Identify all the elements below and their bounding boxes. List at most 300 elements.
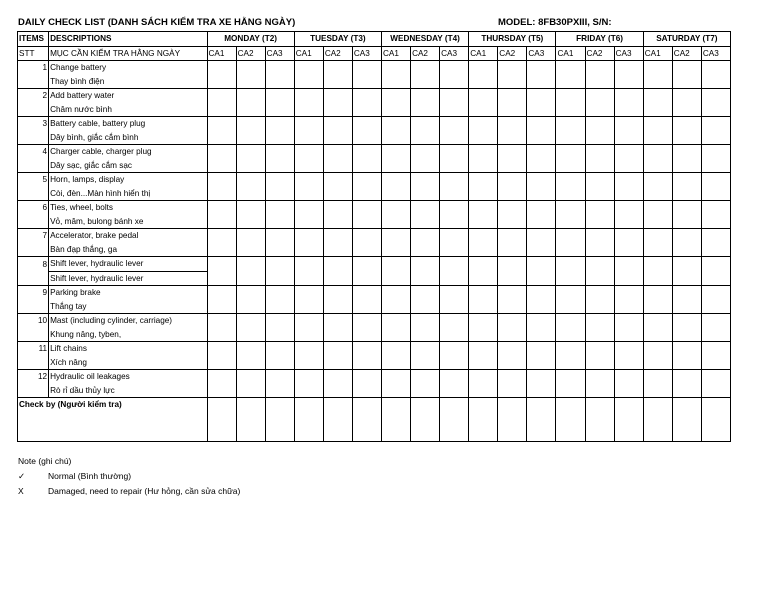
check-cell[interactable] xyxy=(323,89,352,117)
check-cell[interactable] xyxy=(352,173,381,201)
check-cell[interactable] xyxy=(469,370,498,398)
check-cell[interactable] xyxy=(701,229,730,257)
check-cell[interactable] xyxy=(411,201,440,229)
check-cell[interactable] xyxy=(323,370,352,398)
check-cell[interactable] xyxy=(381,314,410,342)
check-cell[interactable] xyxy=(352,145,381,173)
check-cell[interactable] xyxy=(498,314,527,342)
check-cell[interactable] xyxy=(643,257,672,286)
item-desc-en: Ties, wheel, bolts xyxy=(49,201,207,215)
check-cell[interactable] xyxy=(498,370,527,398)
shift-header: CA2 xyxy=(498,46,527,61)
check-cell[interactable] xyxy=(440,286,469,314)
check-cell[interactable] xyxy=(207,286,236,314)
check-cell[interactable] xyxy=(265,314,294,342)
check-cell[interactable] xyxy=(352,286,381,314)
item-number: 8 xyxy=(18,257,49,272)
check-cell[interactable] xyxy=(236,286,265,314)
signature-cell[interactable] xyxy=(294,398,323,442)
check-cell[interactable] xyxy=(440,61,469,89)
model-label: MODEL: 8FB30PXIII, S/N: xyxy=(498,17,612,28)
check-by-label: Check by (Người kiểm tra) xyxy=(18,398,208,442)
item-number-blank xyxy=(18,356,49,370)
check-cell[interactable] xyxy=(381,61,410,89)
check-cell[interactable] xyxy=(265,370,294,398)
check-cell[interactable] xyxy=(411,117,440,145)
check-cell[interactable] xyxy=(236,370,265,398)
check-cell[interactable] xyxy=(701,286,730,314)
check-cell[interactable] xyxy=(207,370,236,398)
check-cell[interactable] xyxy=(701,173,730,201)
check-cell[interactable] xyxy=(672,61,701,89)
check-cell[interactable] xyxy=(672,201,701,229)
check-cell[interactable] xyxy=(701,370,730,398)
check-cell[interactable] xyxy=(527,257,556,286)
signature-cell[interactable] xyxy=(527,398,556,442)
check-cell[interactable] xyxy=(207,229,236,257)
check-cell[interactable] xyxy=(411,173,440,201)
check-cell[interactable] xyxy=(556,117,585,145)
check-cell[interactable] xyxy=(498,342,527,370)
check-cell[interactable] xyxy=(352,257,381,286)
check-cell[interactable] xyxy=(411,257,440,286)
check-cell[interactable] xyxy=(352,61,381,89)
check-cell[interactable] xyxy=(294,286,323,314)
check-cell[interactable] xyxy=(614,314,643,342)
check-cell[interactable] xyxy=(265,286,294,314)
shift-header: CA3 xyxy=(352,46,381,61)
shift-header: CA2 xyxy=(672,46,701,61)
check-cell[interactable] xyxy=(411,61,440,89)
check-cell[interactable] xyxy=(323,117,352,145)
check-cell[interactable] xyxy=(440,89,469,117)
check-cell[interactable] xyxy=(701,342,730,370)
check-cell[interactable] xyxy=(498,117,527,145)
item-desc-en: Mast (including cylinder, carriage) xyxy=(49,314,207,328)
check-cell[interactable] xyxy=(265,145,294,173)
signature-cell[interactable] xyxy=(440,398,469,442)
check-cell[interactable] xyxy=(498,89,527,117)
check-cell[interactable] xyxy=(236,173,265,201)
check-cell[interactable] xyxy=(672,257,701,286)
check-cell[interactable] xyxy=(411,314,440,342)
check-cell[interactable] xyxy=(585,257,614,286)
check-cell[interactable] xyxy=(643,117,672,145)
item-row xyxy=(18,314,731,328)
check-cell[interactable] xyxy=(411,229,440,257)
check-cell[interactable] xyxy=(469,89,498,117)
check-cell[interactable] xyxy=(527,286,556,314)
check-cell[interactable] xyxy=(236,201,265,229)
check-cell[interactable] xyxy=(323,229,352,257)
check-cell[interactable] xyxy=(294,89,323,117)
check-cell[interactable] xyxy=(236,314,265,342)
check-cell[interactable] xyxy=(585,342,614,370)
item-number-blank xyxy=(18,384,49,398)
item-number: 9 xyxy=(18,286,49,300)
check-cell[interactable] xyxy=(527,89,556,117)
check-cell[interactable] xyxy=(498,201,527,229)
item-number: 7 xyxy=(18,229,49,243)
check-cell[interactable] xyxy=(701,61,730,89)
check-cell[interactable] xyxy=(556,286,585,314)
item-number: 4 xyxy=(18,145,49,159)
check-cell[interactable] xyxy=(381,201,410,229)
shift-header: CA2 xyxy=(323,46,352,61)
check-cell[interactable] xyxy=(352,201,381,229)
check-cell[interactable] xyxy=(527,201,556,229)
check-cell[interactable] xyxy=(701,89,730,117)
check-cell[interactable] xyxy=(323,342,352,370)
check-cell[interactable] xyxy=(527,117,556,145)
check-cell[interactable] xyxy=(643,201,672,229)
check-cell[interactable] xyxy=(527,342,556,370)
item-number: 6 xyxy=(18,201,49,215)
item-row xyxy=(18,117,731,131)
item-desc-vn: Khung nâng, tyben, xyxy=(49,328,207,342)
check-cell[interactable] xyxy=(469,201,498,229)
check-cell[interactable] xyxy=(498,61,527,89)
check-cell[interactable] xyxy=(643,229,672,257)
check-cell[interactable] xyxy=(265,201,294,229)
item-desc-en: Horn, lamps, display xyxy=(49,173,207,187)
signature-cell[interactable] xyxy=(381,398,410,442)
check-cell[interactable] xyxy=(614,173,643,201)
check-cell[interactable] xyxy=(236,61,265,89)
check-cell[interactable] xyxy=(352,314,381,342)
check-cell[interactable] xyxy=(265,89,294,117)
check-cell[interactable] xyxy=(585,229,614,257)
check-cell[interactable] xyxy=(556,145,585,173)
check-cell[interactable] xyxy=(294,201,323,229)
check-cell[interactable] xyxy=(207,89,236,117)
check-cell[interactable] xyxy=(556,89,585,117)
check-cell[interactable] xyxy=(323,286,352,314)
check-cell[interactable] xyxy=(265,117,294,145)
item-desc-vn: Vỏ, mâm, bulong bánh xe xyxy=(49,215,207,229)
check-cell[interactable] xyxy=(294,173,323,201)
items-header: ITEMS xyxy=(18,32,49,47)
check-cell[interactable] xyxy=(440,257,469,286)
item-desc-en: Change battery xyxy=(49,61,207,75)
item-row xyxy=(18,145,731,159)
check-cell[interactable] xyxy=(469,257,498,286)
check-cell[interactable] xyxy=(294,342,323,370)
check-cell[interactable] xyxy=(440,314,469,342)
check-cell[interactable] xyxy=(643,145,672,173)
shift-header: CA1 xyxy=(643,46,672,61)
check-cell[interactable] xyxy=(265,173,294,201)
check-cell[interactable] xyxy=(614,370,643,398)
check-cell[interactable] xyxy=(527,61,556,89)
check-cell[interactable] xyxy=(381,173,410,201)
check-cell[interactable] xyxy=(585,173,614,201)
check-cell[interactable] xyxy=(294,229,323,257)
item-desc-vn: Shift lever, hydraulic lever xyxy=(49,271,207,286)
check-cell[interactable] xyxy=(643,286,672,314)
check-cell[interactable] xyxy=(352,117,381,145)
check-cell[interactable] xyxy=(440,370,469,398)
check-cell[interactable] xyxy=(701,314,730,342)
item-number-blank xyxy=(18,271,49,286)
item-number-blank xyxy=(18,328,49,342)
check-cell[interactable] xyxy=(701,257,730,286)
item-desc-vn: Xích nâng xyxy=(49,356,207,370)
check-cell[interactable] xyxy=(585,117,614,145)
check-cell[interactable] xyxy=(585,201,614,229)
check-cell[interactable] xyxy=(411,370,440,398)
day-header: MONDAY (T2) xyxy=(207,32,294,47)
signature-cell[interactable] xyxy=(672,398,701,442)
check-cell[interactable] xyxy=(672,145,701,173)
shift-header: CA1 xyxy=(381,46,410,61)
check-cell[interactable] xyxy=(614,229,643,257)
check-cell[interactable] xyxy=(498,145,527,173)
check-cell[interactable] xyxy=(498,229,527,257)
header-row-shifts xyxy=(18,46,731,61)
signature-cell[interactable] xyxy=(643,398,672,442)
shift-header: CA1 xyxy=(469,46,498,61)
check-cell[interactable] xyxy=(265,229,294,257)
check-cell[interactable] xyxy=(323,61,352,89)
check-cell[interactable] xyxy=(469,314,498,342)
item-number-blank xyxy=(18,187,49,201)
check-cell[interactable] xyxy=(643,173,672,201)
item-number-blank xyxy=(18,159,49,173)
check-cell[interactable] xyxy=(643,61,672,89)
check-cell[interactable] xyxy=(469,61,498,89)
check-cell[interactable] xyxy=(614,89,643,117)
check-cell[interactable] xyxy=(556,370,585,398)
item-desc-en: Accelerator, brake pedal xyxy=(49,229,207,243)
check-cell[interactable] xyxy=(614,342,643,370)
check-cell[interactable] xyxy=(265,342,294,370)
signature-cell[interactable] xyxy=(585,398,614,442)
check-cell[interactable] xyxy=(381,117,410,145)
signature-cell[interactable] xyxy=(265,398,294,442)
shift-header: CA1 xyxy=(207,46,236,61)
check-cell[interactable] xyxy=(381,342,410,370)
check-cell[interactable] xyxy=(381,257,410,286)
check-cell[interactable] xyxy=(469,286,498,314)
signature-cell[interactable] xyxy=(614,398,643,442)
check-cell[interactable] xyxy=(614,286,643,314)
check-cell[interactable] xyxy=(323,201,352,229)
check-cell[interactable] xyxy=(323,145,352,173)
day-header: WEDNESDAY (T4) xyxy=(381,32,468,47)
check-cell[interactable] xyxy=(614,117,643,145)
check-cell[interactable] xyxy=(469,229,498,257)
check-cell[interactable] xyxy=(527,370,556,398)
notes-section xyxy=(18,454,240,499)
check-cell[interactable] xyxy=(672,173,701,201)
signature-cell[interactable] xyxy=(236,398,265,442)
check-cell[interactable] xyxy=(672,370,701,398)
check-cell[interactable] xyxy=(236,229,265,257)
item-row xyxy=(18,173,731,187)
item-row xyxy=(18,201,731,215)
check-cell[interactable] xyxy=(236,89,265,117)
check-cell[interactable] xyxy=(440,342,469,370)
check-cell[interactable] xyxy=(207,61,236,89)
check-cell[interactable] xyxy=(294,257,323,286)
check-cell[interactable] xyxy=(440,201,469,229)
check-cell[interactable] xyxy=(614,257,643,286)
check-cell[interactable] xyxy=(207,257,236,286)
item-desc-vn: Thắng tay xyxy=(49,300,207,314)
note-normal-text: Normal (Bình thường) xyxy=(48,471,132,481)
notes-title: Note (ghi chú) xyxy=(18,456,72,466)
check-cell[interactable] xyxy=(643,89,672,117)
check-cell[interactable] xyxy=(411,145,440,173)
check-cell[interactable] xyxy=(701,117,730,145)
item-desc-en: Parking brake xyxy=(49,286,207,300)
check-cell[interactable] xyxy=(323,173,352,201)
signature-cell[interactable] xyxy=(701,398,730,442)
item-desc-en: Shift lever, hydraulic lever xyxy=(49,257,207,272)
check-cell[interactable] xyxy=(556,342,585,370)
check-cell[interactable] xyxy=(614,145,643,173)
check-cell[interactable] xyxy=(207,173,236,201)
check-cell[interactable] xyxy=(440,173,469,201)
check-cell[interactable] xyxy=(556,257,585,286)
check-cell[interactable] xyxy=(207,117,236,145)
check-cell[interactable] xyxy=(585,89,614,117)
check-cell[interactable] xyxy=(585,286,614,314)
item-desc-vn: Còi, đèn...Màn hình hiển thị xyxy=(49,187,207,201)
item-number: 11 xyxy=(18,342,49,356)
check-cell[interactable] xyxy=(294,117,323,145)
check-cell[interactable] xyxy=(469,173,498,201)
check-cell[interactable] xyxy=(498,173,527,201)
check-cell[interactable] xyxy=(556,173,585,201)
check-cell[interactable] xyxy=(411,342,440,370)
signature-cell[interactable] xyxy=(556,398,585,442)
check-cell[interactable] xyxy=(236,117,265,145)
signature-cell[interactable] xyxy=(323,398,352,442)
check-cell[interactable] xyxy=(527,173,556,201)
check-cell[interactable] xyxy=(672,314,701,342)
check-cell[interactable] xyxy=(614,201,643,229)
shift-header: CA3 xyxy=(265,46,294,61)
check-cell[interactable] xyxy=(469,145,498,173)
item-row xyxy=(18,257,731,272)
check-cell[interactable] xyxy=(672,117,701,145)
check-cell[interactable] xyxy=(672,286,701,314)
shift-header: CA1 xyxy=(294,46,323,61)
signature-cell[interactable] xyxy=(469,398,498,442)
shift-header: CA3 xyxy=(701,46,730,61)
check-cell[interactable] xyxy=(352,370,381,398)
item-number-blank xyxy=(18,103,49,117)
check-cell[interactable] xyxy=(469,117,498,145)
check-cell[interactable] xyxy=(381,229,410,257)
check-cell[interactable] xyxy=(556,229,585,257)
item-number: 12 xyxy=(18,370,49,384)
check-icon: ✓ xyxy=(18,471,26,481)
check-cell[interactable] xyxy=(381,145,410,173)
check-cell[interactable] xyxy=(207,314,236,342)
check-cell[interactable] xyxy=(440,145,469,173)
check-cell[interactable] xyxy=(469,342,498,370)
check-cell[interactable] xyxy=(352,342,381,370)
signature-cell[interactable] xyxy=(498,398,527,442)
check-cell[interactable] xyxy=(265,257,294,286)
item-row xyxy=(18,286,731,300)
check-cell[interactable] xyxy=(294,314,323,342)
check-cell[interactable] xyxy=(527,314,556,342)
check-by-row xyxy=(18,398,731,442)
check-cell[interactable] xyxy=(498,286,527,314)
check-cell[interactable] xyxy=(556,314,585,342)
check-cell[interactable] xyxy=(585,314,614,342)
check-cell[interactable] xyxy=(323,314,352,342)
check-cell[interactable] xyxy=(294,370,323,398)
check-cell[interactable] xyxy=(585,145,614,173)
check-cell[interactable] xyxy=(236,257,265,286)
check-cell[interactable] xyxy=(498,257,527,286)
signature-cell[interactable] xyxy=(411,398,440,442)
check-cell[interactable] xyxy=(411,286,440,314)
check-cell[interactable] xyxy=(527,145,556,173)
x-icon: X xyxy=(18,486,24,496)
item-desc-en: Charger cable, charger plug xyxy=(49,145,207,159)
check-cell[interactable] xyxy=(643,314,672,342)
item-desc-en: Add battery water xyxy=(49,89,207,103)
check-cell[interactable] xyxy=(207,201,236,229)
check-cell[interactable] xyxy=(672,342,701,370)
check-cell[interactable] xyxy=(614,61,643,89)
item-desc-vn: Châm nước bình xyxy=(49,103,207,117)
check-cell[interactable] xyxy=(701,201,730,229)
check-cell[interactable] xyxy=(672,89,701,117)
check-cell[interactable] xyxy=(701,145,730,173)
check-cell[interactable] xyxy=(672,229,701,257)
check-cell[interactable] xyxy=(236,145,265,173)
check-cell[interactable] xyxy=(556,61,585,89)
check-cell[interactable] xyxy=(294,145,323,173)
check-cell[interactable] xyxy=(556,201,585,229)
check-cell[interactable] xyxy=(381,286,410,314)
signature-cell[interactable] xyxy=(207,398,236,442)
check-cell[interactable] xyxy=(294,61,323,89)
check-cell[interactable] xyxy=(527,229,556,257)
check-cell[interactable] xyxy=(411,89,440,117)
item-row xyxy=(18,370,731,384)
check-cell[interactable] xyxy=(643,370,672,398)
check-cell[interactable] xyxy=(381,89,410,117)
day-header: TUESDAY (T3) xyxy=(294,32,381,47)
check-cell[interactable] xyxy=(236,342,265,370)
check-cell[interactable] xyxy=(440,229,469,257)
check-cell[interactable] xyxy=(207,145,236,173)
check-cell[interactable] xyxy=(585,370,614,398)
check-cell[interactable] xyxy=(265,61,294,89)
check-cell[interactable] xyxy=(352,229,381,257)
check-cell[interactable] xyxy=(643,342,672,370)
document-title: DAILY CHECK LIST (DANH SÁCH KIỂM TRA XE HẰNG NGÀY) xyxy=(18,17,296,28)
check-cell[interactable] xyxy=(585,61,614,89)
check-cell[interactable] xyxy=(207,342,236,370)
header-row-days xyxy=(18,32,731,47)
item-number-blank xyxy=(18,131,49,145)
check-cell[interactable] xyxy=(352,89,381,117)
check-cell[interactable] xyxy=(440,117,469,145)
day-header: THURSDAY (T5) xyxy=(469,32,556,47)
check-cell[interactable] xyxy=(381,370,410,398)
check-cell[interactable] xyxy=(323,257,352,286)
signature-cell[interactable] xyxy=(352,398,381,442)
